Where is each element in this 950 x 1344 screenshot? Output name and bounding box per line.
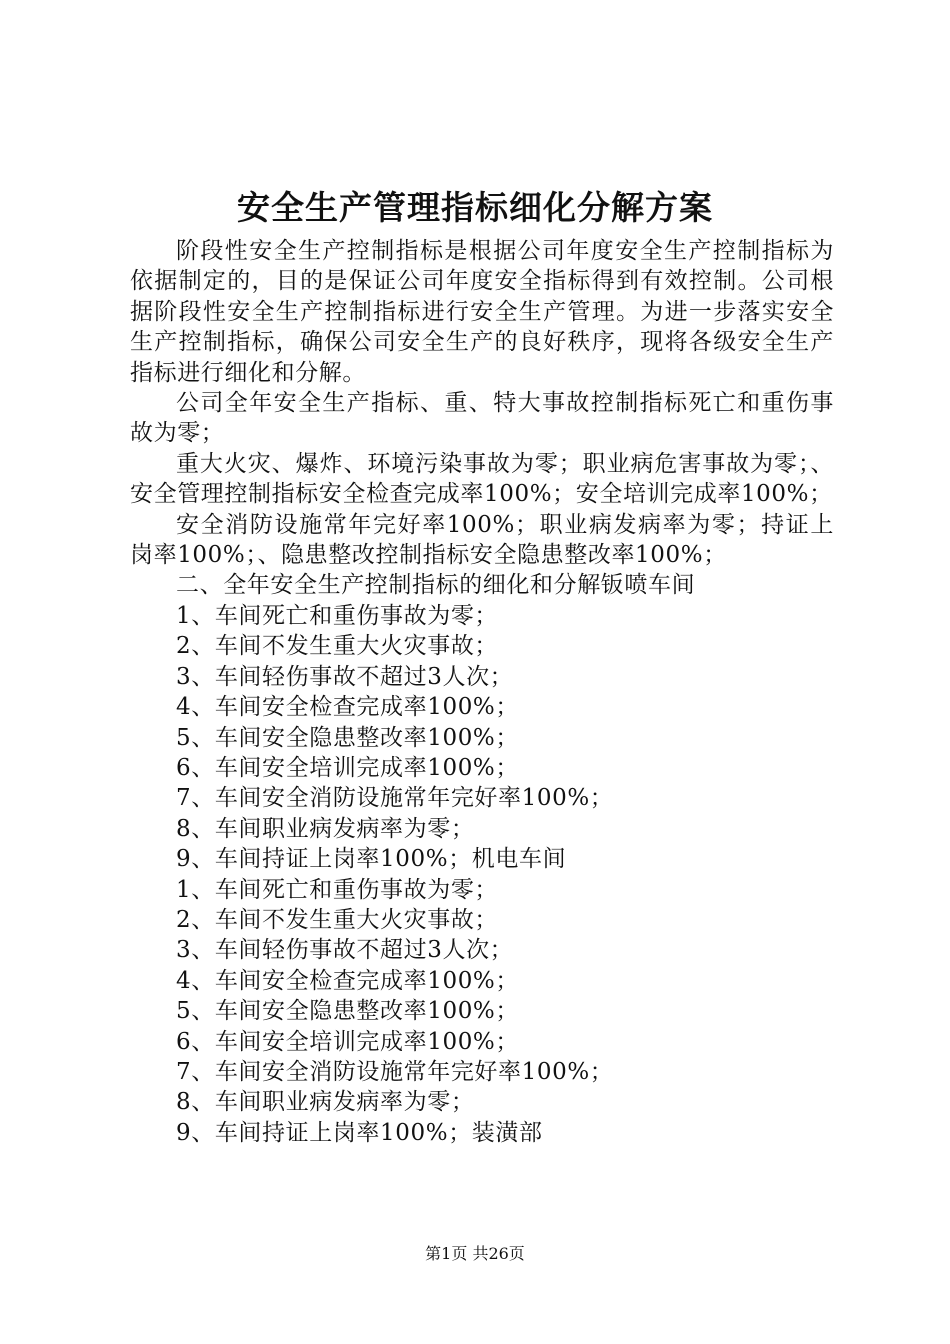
list-item: 4、车间安全检查完成率100%； (176, 967, 519, 994)
paragraph-facility-rates: 安全消防设施常年完好率100%；职业病发病率为零；持证上岗率100%；、隐患整改控制指标安全隐患整改率100%； (130, 511, 834, 569)
list-item: 3、车间轻伤事故不超过3人次； (176, 663, 514, 690)
list-item: 7、车间安全消防设施常年完好率100%； (176, 785, 614, 812)
list-item: 7、车间安全消防设施常年完好率100%； (176, 1058, 614, 1085)
list-item: 2、车间不发生重大火灾事故； (176, 906, 499, 933)
list-item: 1、车间死亡和重伤事故为零； (176, 876, 499, 903)
list-item: 6、车间安全培训完成率100%； (176, 1028, 519, 1055)
list-item: 9、车间持证上岗率100%；装潢部 (176, 1119, 543, 1146)
list-item: 2、车间不发生重大火灾事故； (176, 633, 499, 660)
list-item: 4、车间安全检查完成率100%； (176, 694, 519, 721)
document-body (130, 236, 834, 1148)
list-item: 9、车间持证上岗率100%；机电车间 (176, 846, 567, 873)
list-item: 8、车间职业病发病率为零； (176, 1089, 475, 1116)
list-item: 1、车间死亡和重伤事故为零； (176, 602, 499, 629)
paragraph-fire-safety: 重大火灾、爆炸、环境污染事故为零；职业病危害事故为零；、安全管理控制指标安全检查完成率100%；安全培训完成率100%； (130, 450, 834, 508)
paragraph-company-target: 公司全年安全生产指标、重、特大事故控制指标死亡和重伤事故为零； (130, 390, 834, 447)
document-title: 安全生产管理指标细化分解方案 (237, 188, 713, 227)
list-item: 5、车间安全隐患整改率100%； (176, 724, 519, 751)
paragraph-intro: 阶段性安全生产控制指标是根据公司年度安全生产控制指标为依据制定的，目的是保证公司年度安全指标得到有效控制。公司根据阶段性安全生产控制指标进行安全生产管理。为进一步落实安全生产控制指标，确保公司安全生产的良好秩序，现将各级安全生产指标进行细化和分解。 (130, 238, 834, 386)
page-footer: 第1页 共26页 (425, 1244, 525, 1263)
section-heading: 二、全年安全生产控制指标的细化和分解钣喷车间 (176, 572, 696, 599)
list-item: 6、车间安全培训完成率100%； (176, 754, 519, 781)
list-item: 3、车间轻伤事故不超过3人次； (176, 937, 514, 964)
list-item: 8、车间职业病发病率为零； (176, 815, 475, 842)
list-item: 5、车间安全隐患整改率100%； (176, 998, 519, 1025)
